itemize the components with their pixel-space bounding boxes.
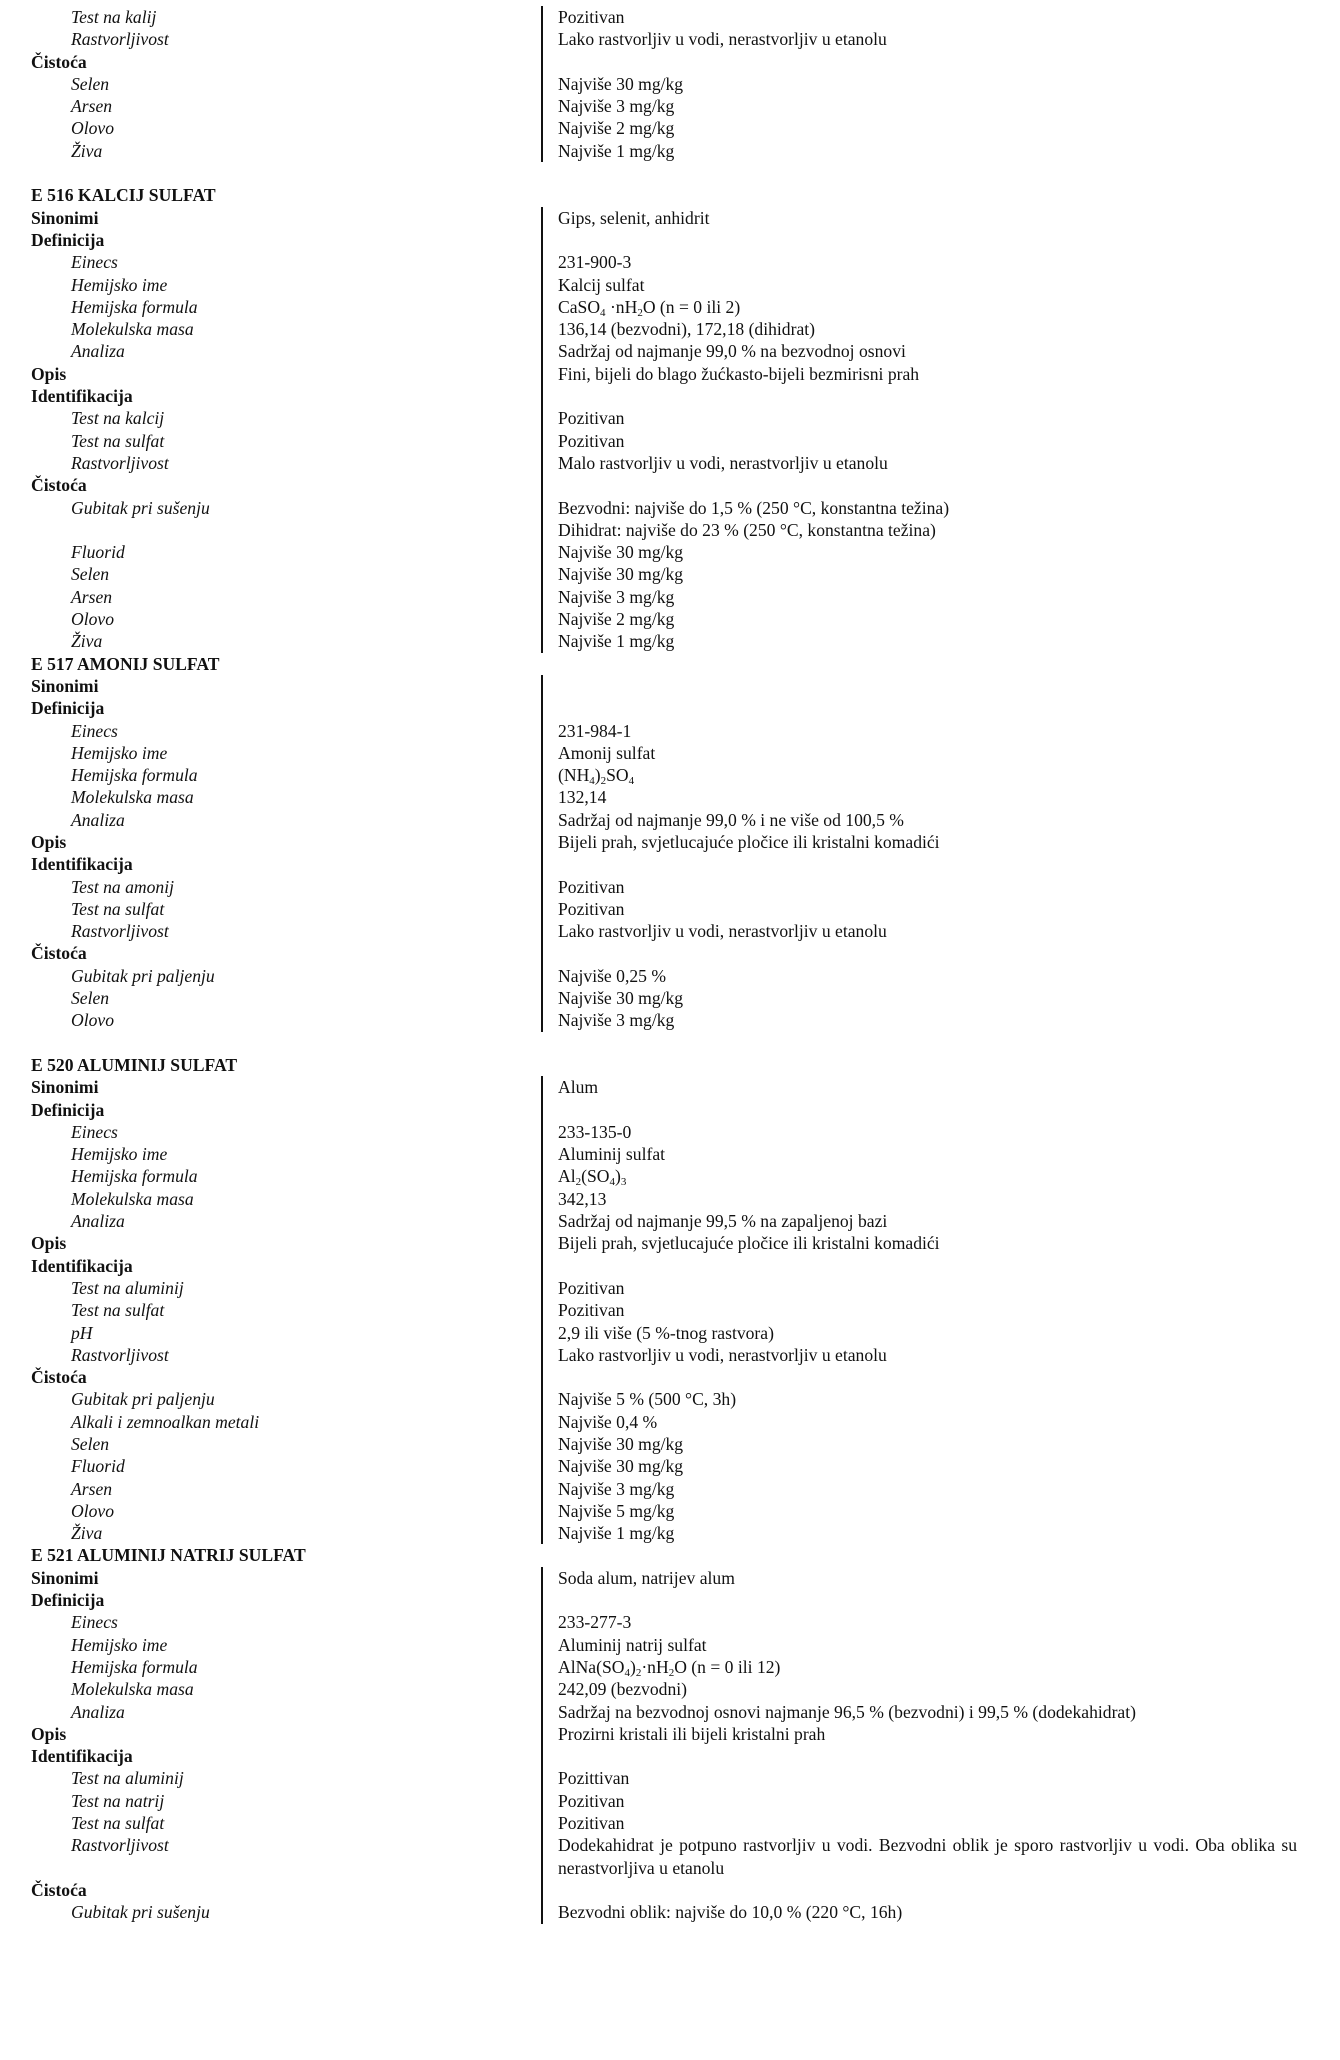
property-label: Gubitak pri paljenju — [71, 1389, 215, 1410]
property-value: Najviše 30 mg/kg — [541, 1455, 1311, 1477]
spec-row-gubitak-pri-susenju — [31, 497, 1311, 519]
spec-row-gubitak-pri-paljenju — [31, 965, 1311, 987]
property-value: Najviše 2 mg/kg — [541, 117, 1311, 139]
property-label: Hemijska formula — [71, 1166, 198, 1187]
spec-row-analiza — [31, 340, 1311, 362]
property-value — [541, 474, 1311, 496]
property-label: Identifikacija — [31, 1255, 133, 1276]
spec-row-molekulska-masa — [31, 786, 1311, 808]
property-value: Najviše 2 mg/kg — [541, 608, 1311, 630]
property-label: Olovo — [71, 1010, 114, 1031]
spec-row-test-na-kalij — [31, 6, 1311, 28]
spec-row-test-na-kalcij — [31, 407, 1311, 429]
property-label: Sinonimi — [31, 675, 99, 696]
property-label: Selen — [71, 564, 110, 585]
property-value: 136,14 (bezvodni), 172,18 (dihidrat) — [541, 318, 1311, 340]
property-value: $AlNa(SO_4)_2\cdot nH_2O$ (n = 0 ili 12) — [541, 1656, 1311, 1678]
property-value: Dihidrat: najviše do 23 % (250 °C, konstantna težina) — [541, 519, 1311, 541]
property-value: Najviše 30 mg/kg — [541, 1433, 1311, 1455]
property-value: Prozirni kristali ili bijeli kristalni prah — [541, 1723, 1311, 1745]
property-value — [541, 675, 1311, 697]
property-label: Arsen — [71, 96, 113, 117]
property-label: Identifikacija — [31, 386, 133, 407]
spec-row-identifikacija — [31, 853, 1311, 875]
property-label: Einecs — [71, 720, 118, 741]
spec-row-hemijska-formula — [31, 1656, 1311, 1678]
spec-row-sinonimi — [31, 207, 1311, 229]
spec-row-selen — [31, 563, 1311, 585]
property-value: Bijeli prah, svjetlucajuće pločice ili kristalni komadići — [541, 831, 1311, 853]
spec-row-ziva — [31, 1522, 1311, 1544]
property-label: Einecs — [71, 1612, 118, 1633]
spec-row-einecs — [31, 1611, 1311, 1633]
property-label: Rastvorljivost — [71, 452, 169, 473]
property-label: Definicija — [31, 1099, 105, 1120]
spec-row-identifikacija — [31, 1745, 1311, 1767]
property-value: Najviše 3 mg/kg — [541, 1009, 1311, 1031]
property-value: Najviše 1 mg/kg — [541, 1522, 1311, 1544]
property-value: Sadržaj od najmanje 99,0 % na bezvodnoj osnovi — [541, 340, 1311, 362]
property-label: Test na sulfat — [71, 1813, 165, 1834]
spec-row-fluorid — [31, 541, 1311, 563]
spec-row-test-na-sulfat — [31, 1299, 1311, 1321]
property-label: Sinonimi — [31, 1077, 99, 1098]
property-value: Najviše 0,25 % — [541, 965, 1311, 987]
property-label: Arsen — [71, 586, 113, 607]
property-value — [541, 1589, 1311, 1611]
spacer — [31, 162, 1311, 184]
property-label: Živa — [71, 1523, 103, 1544]
spec-row-test-na-sulfat — [31, 430, 1311, 452]
property-label: Alkali i zemnoalkan metali — [71, 1411, 260, 1432]
spec-row-definicija — [31, 697, 1311, 719]
property-label: Rastvorljivost — [71, 1835, 169, 1856]
spec-row-rastvorljivost — [31, 1834, 1311, 1879]
property-value: Dodekahidrat je potpuno rastvorljiv u vodi. Bezvodni oblik je sporo rastvorljiv u vodi. Oba oblika su nerastvorljiva u etanolu — [541, 1834, 1311, 1879]
spec-row-cistoca — [31, 51, 1311, 73]
property-label: Čistoća — [31, 943, 87, 964]
spec-row-cistoca — [31, 1366, 1311, 1388]
spec-row-alkali-i-zemnoalkan-metali — [31, 1411, 1311, 1433]
property-label: Test na sulfat — [71, 1300, 165, 1321]
property-value: Pozitivan — [541, 1299, 1311, 1321]
property-value: Najviše 1 mg/kg — [541, 140, 1311, 162]
spec-row-test-na-sulfat — [31, 1812, 1311, 1834]
property-value: Pozitivan — [541, 6, 1311, 28]
property-value: Amonij sulfat — [541, 742, 1311, 764]
section-title: E 517 AMONIJ SULFAT — [31, 653, 220, 674]
spec-row-cistoca — [31, 942, 1311, 964]
section-heading-e-517-amonij-sulfat — [31, 653, 1311, 675]
property-value: Najviše 30 mg/kg — [541, 73, 1311, 95]
property-value: Pozittivan — [541, 1767, 1311, 1789]
spec-row-definicija — [31, 229, 1311, 251]
spec-row-continuation — [31, 519, 1311, 541]
property-value: 233-135-0 — [541, 1121, 1311, 1143]
property-label: Analiza — [71, 341, 125, 362]
section-heading-e-520-aluminij-sulfat — [31, 1054, 1311, 1076]
property-label: Analiza — [71, 1701, 125, 1722]
property-value: $Al_2(SO_4)_3$ — [541, 1165, 1311, 1187]
spec-row-arsen — [31, 1478, 1311, 1500]
property-label: Molekulska masa — [71, 1188, 194, 1209]
property-label: Sinonimi — [31, 1567, 99, 1588]
property-value: Fini, bijeli do blago žućkasto-bijeli bezmirisni prah — [541, 363, 1311, 385]
property-label — [31, 519, 541, 541]
property-value: $(NH_4)_2SO_4$ — [541, 764, 1311, 786]
property-label: Arsen — [71, 1478, 113, 1499]
property-label: Čistoća — [31, 1367, 87, 1388]
property-label: Opis — [31, 1233, 67, 1254]
spec-row-einecs — [31, 1121, 1311, 1143]
property-value: Najviše 0,4 % — [541, 1411, 1311, 1433]
property-value: Pozitivan — [541, 1277, 1311, 1299]
spec-row-fluorid — [31, 1455, 1311, 1477]
spec-row-rastvorljivost — [31, 452, 1311, 474]
property-label: Analiza — [71, 809, 125, 830]
spacer — [31, 1032, 1311, 1054]
property-label: Sinonimi — [31, 207, 99, 228]
property-value — [541, 697, 1311, 719]
spec-row-selen — [31, 1433, 1311, 1455]
spec-row-identifikacija — [31, 385, 1311, 407]
property-value — [541, 385, 1311, 407]
spec-row-molekulska-masa — [31, 318, 1311, 340]
spec-row-rastvorljivost — [31, 28, 1311, 50]
property-label: Hemijska formula — [71, 1656, 198, 1677]
property-label: Selen — [71, 1434, 110, 1454]
property-label: Hemijsko ime — [71, 274, 168, 295]
property-label: Fluorid — [71, 542, 125, 563]
section-title: E 520 ALUMINIJ SULFAT — [31, 1054, 238, 1075]
property-value: Pozitivan — [541, 430, 1311, 452]
property-value: Sadržaj od najmanje 99,5 % na zapaljenoj bazi — [541, 1210, 1311, 1232]
property-label: Živa — [71, 140, 103, 161]
property-value: Aluminij natrij sulfat — [541, 1634, 1311, 1656]
property-label: Test na amonij — [71, 876, 174, 897]
property-label: Molekulska masa — [71, 1679, 194, 1700]
spec-row-opis — [31, 1723, 1311, 1745]
spec-row-rastvorljivost — [31, 1344, 1311, 1366]
property-value — [541, 1099, 1311, 1121]
spec-row-definicija — [31, 1099, 1311, 1121]
section-heading-e-521-aluminij-natrij-sulfat — [31, 1544, 1311, 1566]
property-label: Molekulska masa — [71, 319, 194, 340]
property-label: Olovo — [71, 118, 114, 139]
property-value: Sadržaj na bezvodnoj osnovi najmanje 96,5 % (bezvodni) i 99,5 % (dodekahidrat) — [541, 1701, 1311, 1723]
property-value — [541, 1879, 1311, 1901]
property-label: Opis — [31, 363, 67, 384]
specification-document — [31, 6, 1311, 1924]
property-label: Živa — [71, 631, 103, 652]
property-label: Test na kalcij — [71, 408, 165, 429]
property-label: Hemijsko ime — [71, 1144, 168, 1165]
spec-row-definicija — [31, 1589, 1311, 1611]
spec-row-rastvorljivost — [31, 920, 1311, 942]
spec-row-selen — [31, 73, 1311, 95]
section-title: E 516 KALCIJ SULFAT — [31, 185, 216, 206]
spec-row-opis — [31, 363, 1311, 385]
property-value: 242,09 (bezvodni) — [541, 1678, 1311, 1700]
property-value: Pozitivan — [541, 407, 1311, 429]
section-heading-e-516-kalcij-sulfat — [31, 184, 1311, 206]
property-value: Pozitivan — [541, 1812, 1311, 1834]
property-label: Test na aluminij — [71, 1277, 184, 1298]
property-value: Pozitivan — [541, 1790, 1311, 1812]
property-value — [541, 1255, 1311, 1277]
property-label: Gubitak pri sušenju — [71, 1902, 210, 1923]
property-label: Test na natrij — [71, 1790, 165, 1811]
property-label: Selen — [71, 73, 110, 94]
property-value: Lako rastvorljiv u vodi, nerastvorljiv u etanolu — [541, 28, 1311, 50]
spec-row-ziva — [31, 630, 1311, 652]
spec-row-olovo — [31, 1500, 1311, 1522]
property-label: Čistoća — [31, 1879, 87, 1900]
property-value: Najviše 30 mg/kg — [541, 563, 1311, 585]
spec-row-hemijsko-ime — [31, 1634, 1311, 1656]
property-value: Soda alum, natrijev alum — [541, 1567, 1311, 1589]
property-value: Bijeli prah, svjetlucajuće pločice ili kristalni komadići — [541, 1232, 1311, 1254]
spec-row-cistoca — [31, 474, 1311, 496]
property-value: Najviše 3 mg/kg — [541, 1478, 1311, 1500]
property-label: Selen — [71, 988, 110, 1009]
section-title: E 521 ALUMINIJ NATRIJ SULFAT — [31, 1545, 306, 1566]
property-label: Definicija — [31, 698, 105, 719]
property-value: Pozitivan — [541, 898, 1311, 920]
property-value: Lako rastvorljiv u vodi, nerastvorljiv u etanolu — [541, 920, 1311, 942]
spec-row-test-na-aluminij — [31, 1767, 1311, 1789]
spec-row-opis — [31, 831, 1311, 853]
spec-row-test-na-aluminij — [31, 1277, 1311, 1299]
spec-row-arsen — [31, 586, 1311, 608]
property-label: Čistoća — [31, 51, 87, 72]
property-label: Identifikacija — [31, 1746, 133, 1767]
spec-row-ziva — [31, 140, 1311, 162]
property-label: Test na kalij — [71, 7, 157, 27]
property-value: Najviše 30 mg/kg — [541, 987, 1311, 1009]
property-value: 342,13 — [541, 1188, 1311, 1210]
property-value: 231-984-1 — [541, 720, 1311, 742]
property-label: Test na sulfat — [71, 898, 165, 919]
property-label: pH — [71, 1322, 93, 1343]
property-label: Olovo — [71, 1500, 114, 1521]
property-label: Olovo — [71, 609, 114, 630]
property-label: Gubitak pri paljenju — [71, 965, 215, 986]
property-label: Rastvorljivost — [71, 29, 169, 50]
spec-row-molekulska-masa — [31, 1678, 1311, 1700]
spec-row-hemijska-formula — [31, 296, 1311, 318]
spec-row-hemijsko-ime — [31, 274, 1311, 296]
property-value: 132,14 — [541, 786, 1311, 808]
spec-row-analiza — [31, 809, 1311, 831]
property-value: Najviše 1 mg/kg — [541, 630, 1311, 652]
property-label: Opis — [31, 1723, 67, 1744]
property-value: 233-277-3 — [541, 1611, 1311, 1633]
spec-row-cistoca — [31, 1879, 1311, 1901]
property-value — [541, 942, 1311, 964]
property-value: 231-900-3 — [541, 251, 1311, 273]
property-value: Lako rastvorljiv u vodi, nerastvorljiv u etanolu — [541, 1344, 1311, 1366]
property-value: Najviše 5 mg/kg — [541, 1500, 1311, 1522]
spec-row-hemijsko-ime — [31, 742, 1311, 764]
spec-row-olovo — [31, 608, 1311, 630]
property-value: CaSO$_4$ $\cdot nH_2O$ (n = 0 ili 2) — [541, 296, 1311, 318]
spec-row-opis — [31, 1232, 1311, 1254]
property-label: Fluorid — [71, 1456, 125, 1477]
property-label: Identifikacija — [31, 854, 133, 875]
spec-row-identifikacija — [31, 1255, 1311, 1277]
property-value: Bezvodni oblik: najviše do 10,0 % (220 °C, 16h) — [541, 1901, 1311, 1923]
property-value — [541, 229, 1311, 251]
spec-row-hemijska-formula — [31, 1165, 1311, 1187]
spec-row-hemijsko-ime — [31, 1143, 1311, 1165]
property-value: Najviše 5 % (500 °C, 3h) — [541, 1388, 1311, 1410]
property-value — [541, 1745, 1311, 1767]
property-value: Kalcij sulfat — [541, 274, 1311, 296]
spec-row-analiza — [31, 1701, 1311, 1723]
spec-row-einecs — [31, 251, 1311, 273]
property-label: Definicija — [31, 229, 105, 250]
property-value: Pozitivan — [541, 876, 1311, 898]
spec-row-test-na-natrij — [31, 1790, 1311, 1812]
property-label: Hemijska formula — [71, 296, 198, 317]
property-label: Čistoća — [31, 475, 87, 496]
property-label: Hemijsko ime — [71, 742, 168, 763]
property-value — [541, 51, 1311, 73]
property-value: Malo rastvorljiv u vodi, nerastvorljiv u etanolu — [541, 452, 1311, 474]
property-label: Hemijsko ime — [71, 1634, 168, 1655]
spec-row-ph — [31, 1322, 1311, 1344]
spec-row-sinonimi — [31, 1567, 1311, 1589]
property-label: Analiza — [71, 1211, 125, 1232]
spec-row-olovo — [31, 117, 1311, 139]
spec-row-analiza — [31, 1210, 1311, 1232]
spec-row-gubitak-pri-susenju — [31, 1901, 1311, 1923]
property-label: Rastvorljivost — [71, 921, 169, 942]
spec-row-olovo — [31, 1009, 1311, 1031]
property-value: Aluminij sulfat — [541, 1143, 1311, 1165]
property-label: Test na sulfat — [71, 430, 165, 451]
spec-row-molekulska-masa — [31, 1188, 1311, 1210]
property-value: Najviše 3 mg/kg — [541, 95, 1311, 117]
property-value — [541, 853, 1311, 875]
spec-row-test-na-amonij — [31, 876, 1311, 898]
spec-row-gubitak-pri-paljenju — [31, 1388, 1311, 1410]
spec-row-einecs — [31, 720, 1311, 742]
property-value: 2,9 ili više (5 %-tnog rastvora) — [541, 1322, 1311, 1344]
spec-row-hemijska-formula — [31, 764, 1311, 786]
property-label: Einecs — [71, 252, 118, 273]
property-value: Najviše 3 mg/kg — [541, 586, 1311, 608]
property-label: Test na aluminij — [71, 1768, 184, 1789]
property-label: Opis — [31, 831, 67, 852]
property-label: Molekulska masa — [71, 787, 194, 808]
property-label: Definicija — [31, 1590, 105, 1611]
property-value: Bezvodni: najviše do 1,5 % (250 °C, konstantna težina) — [541, 497, 1311, 519]
property-label: Hemijska formula — [71, 765, 198, 786]
property-value: Sadržaj od najmanje 99,0 % i ne više od 100,5 % — [541, 809, 1311, 831]
property-label: Rastvorljivost — [71, 1344, 169, 1365]
property-label: Einecs — [71, 1121, 118, 1142]
property-value: Gips, selenit, anhidrit — [541, 207, 1311, 229]
property-value — [541, 1366, 1311, 1388]
spec-row-test-na-sulfat — [31, 898, 1311, 920]
property-value: Alum — [541, 1076, 1311, 1098]
property-value: Najviše 30 mg/kg — [541, 541, 1311, 563]
spec-row-sinonimi — [31, 1076, 1311, 1098]
spec-row-selen — [31, 987, 1311, 1009]
property-label: Gubitak pri sušenju — [71, 497, 210, 518]
spec-row-arsen — [31, 95, 1311, 117]
spec-row-sinonimi — [31, 675, 1311, 697]
